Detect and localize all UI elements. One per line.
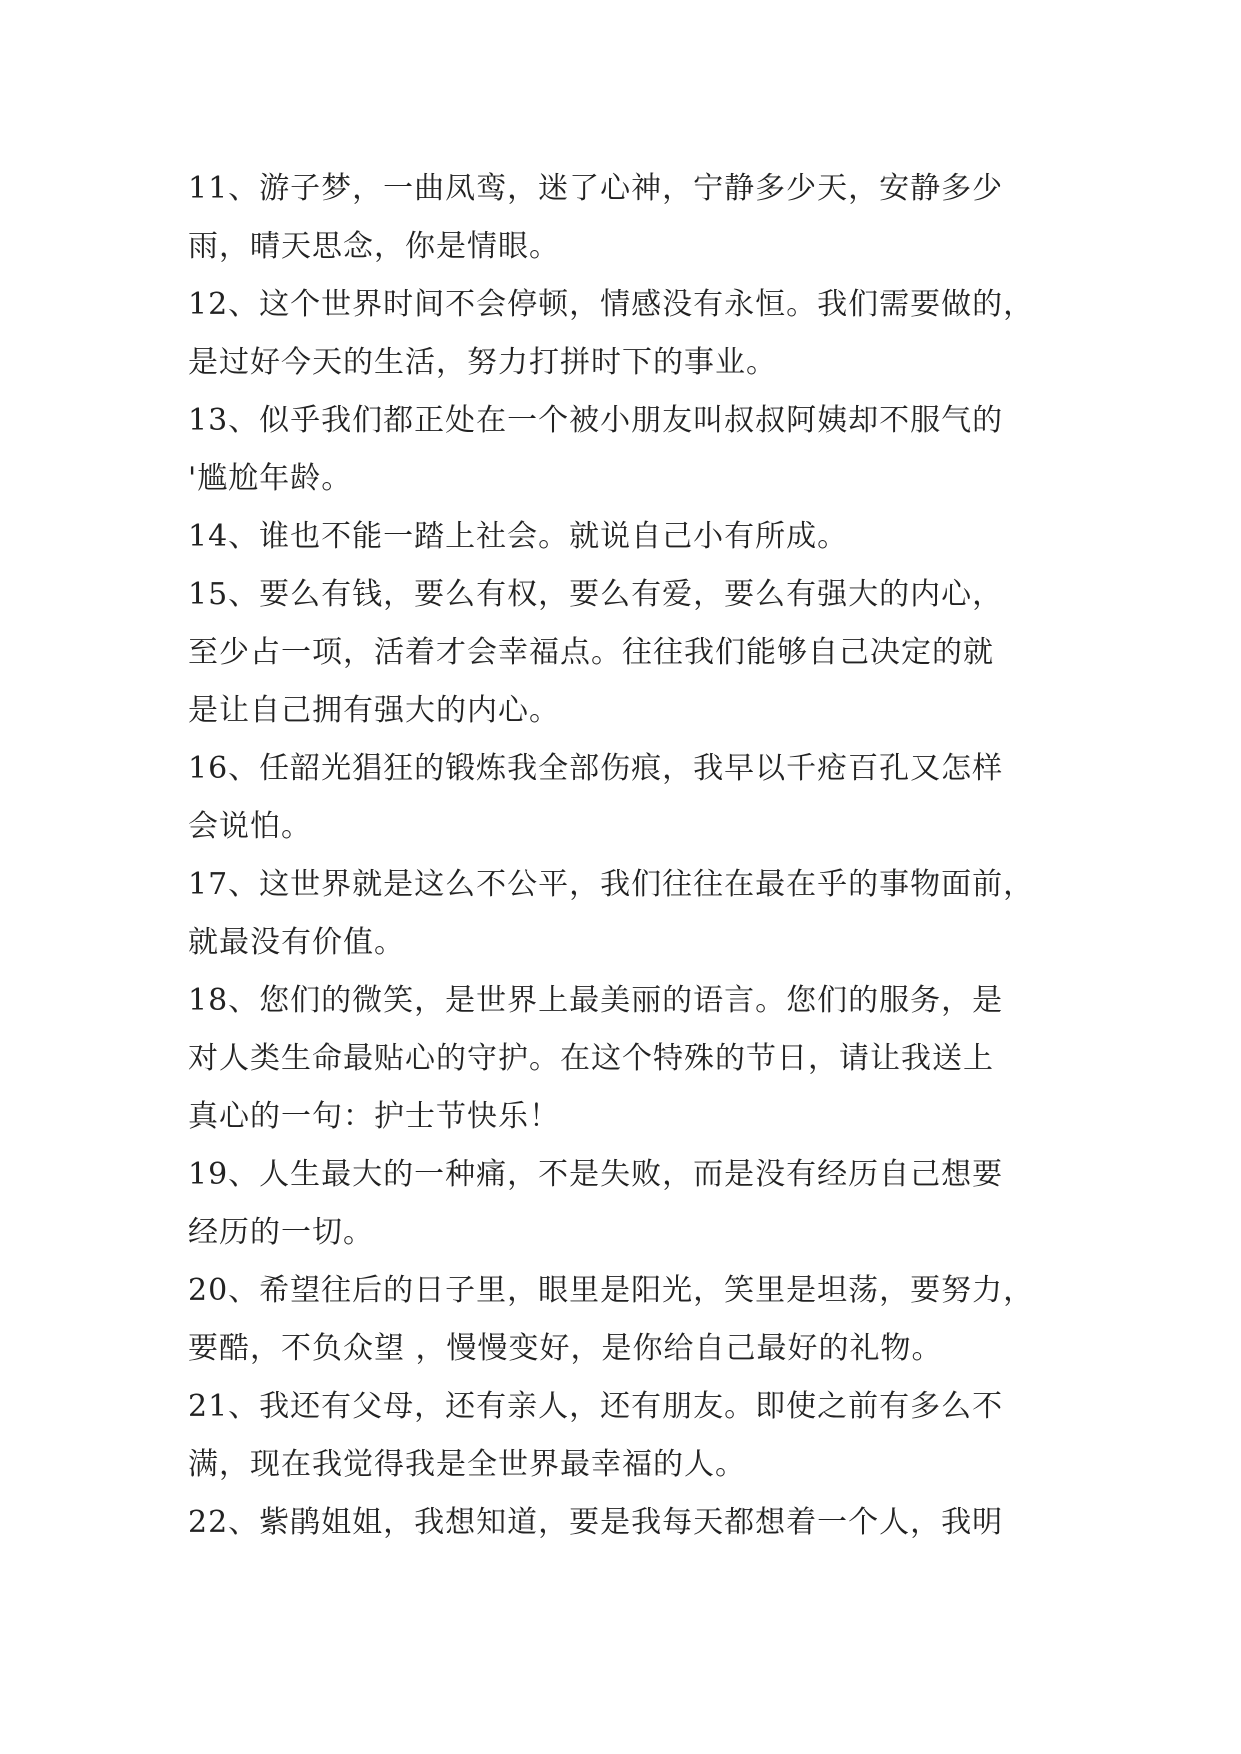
text-line: 13、似乎我们都正处在一个被小朋友叫叔叔阿姨却不服气的 [188, 403, 1004, 438]
text-line: 20、希望往后的日子里，眼里是阳光，笑里是坦荡，要努力， [188, 1273, 1035, 1308]
text-line: 21、我还有父母，还有亲人，还有朋友。即使之前有多么不 [188, 1389, 1004, 1424]
text-line: 16、任韶光猖狂的锻炼我全部伤痕，我早以千疮百孔又怎样 [188, 751, 1004, 786]
text-line: 是过好今天的生活，努力打拼时下的事业。 [188, 345, 777, 380]
text-line: 真心的一句：护士节快乐！ [188, 1099, 560, 1134]
text-line: 22、紫鹃姐姐，我想知道，要是我每天都想着一个人，我明 [188, 1505, 1004, 1540]
text-line: 就最没有价值。 [188, 925, 405, 960]
text-line: 对人类生命最贴心的守护。在这个特殊的节日，请让我送上 [188, 1041, 994, 1076]
text-line: '尴尬年龄。 [188, 461, 353, 496]
text-line: 18、您们的微笑，是世界上最美丽的语言。您们的服务，是 [188, 983, 1004, 1018]
text-line: 经历的一切。 [188, 1215, 374, 1250]
text-line: 要酷，不负众望 ，慢慢变好，是你给自己最好的礼物。 [188, 1331, 943, 1366]
text-line: 会说怕。 [188, 809, 312, 844]
text-line: 12、这个世界时间不会停顿，情感没有永恒。我们需要做的， [188, 287, 1035, 322]
text-line: 11、游子梦，一曲凤鸾，迷了心神，宁静多少天，安静多少 [188, 171, 1004, 206]
text-line: 14、谁也不能一踏上社会。就说自己小有所成。 [188, 519, 849, 554]
text-line: 至少占一项，活着才会幸福点。往往我们能够自己决定的就 [188, 635, 994, 670]
text-line: 雨，晴天思念，你是情眼。 [188, 229, 560, 264]
document-body [188, 160, 1068, 1552]
text-line: 17、这世界就是这么不公平，我们往往在最在乎的事物面前， [188, 867, 1035, 902]
text-line: 19、人生最大的一种痛，不是失败，而是没有经历自己想要 [188, 1157, 1004, 1192]
text-line: 15、要么有钱，要么有权，要么有爱，要么有强大的内心， [188, 577, 1004, 612]
text-line: 是让自己拥有强大的内心。 [188, 693, 560, 728]
text-line: 满，现在我觉得我是全世界最幸福的人。 [188, 1447, 746, 1482]
